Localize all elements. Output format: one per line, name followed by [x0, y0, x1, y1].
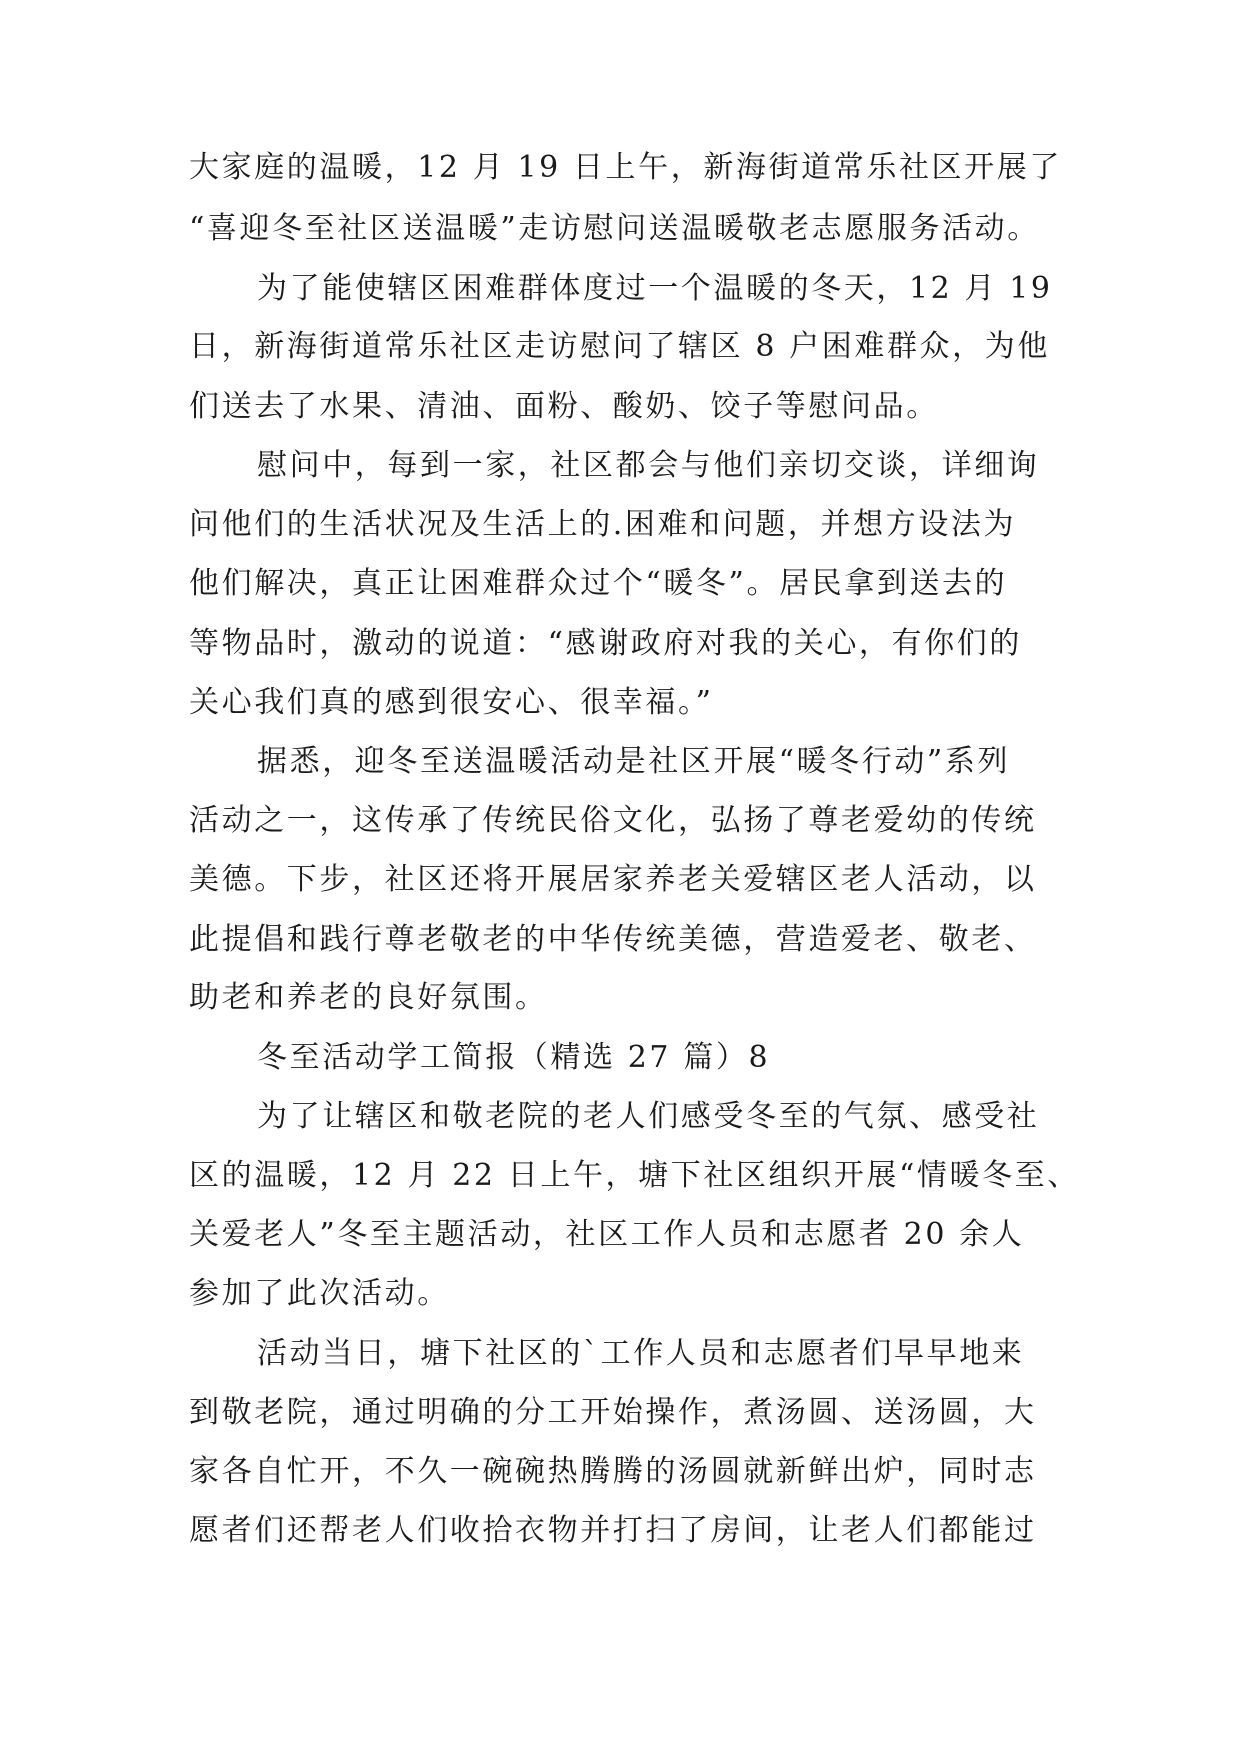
text-line: 愿者们还帮老人们收拾衣物并打扫了房间，让老人们都能过 [189, 1513, 1037, 1548]
text-line: 参加了此次活动。 [189, 1276, 450, 1311]
text-line: 此提倡和践行尊老敬老的中华传统美德，营造爱老、敬老、 [189, 922, 1037, 957]
text-line: 问他们的生活状况及生活上的.困难和问题，并想方设法为 [189, 507, 1017, 542]
text-line: 活动之一，这传承了传统民俗文化，弘扬了尊老爱幼的传统 [189, 803, 1037, 838]
text-line: 家各自忙开，不久一碗碗热腾腾的汤圆就新鲜出炉，同时志 [189, 1454, 1037, 1489]
paragraph-first-line: 活动当日，塘下社区的`工作人员和志愿者们早早地来 [257, 1336, 1025, 1371]
paragraph-first-line: 为了让辖区和敬老院的老人们感受冬至的气氛、感受社 [257, 1099, 1040, 1134]
text-line: 日，新海街道常乐社区走访慰问了辖区 8 户困难群众，为他 [189, 329, 1050, 364]
text-line: 区的温暖，12 月 22 日上午，塘下社区组织开展“情暖冬至、 [189, 1158, 1080, 1193]
text-line: 到敬老院，通过明确的分工开始操作，煮汤圆、送汤圆，大 [189, 1395, 1037, 1430]
text-line: 关心我们真的感到很安心、很幸福。” [189, 685, 714, 720]
text-line: 助老和养老的良好氛围。 [189, 980, 548, 1015]
text-line: 等物品时，激动的说道：“感谢政府对我的关心，有你们的 [189, 626, 1022, 661]
section-heading: 冬至活动学工简报（精选 27 篇）8 [257, 1040, 771, 1075]
text-line: 美德。下步，社区还将开展居家养老关爱辖区老人活动，以 [189, 862, 1037, 897]
paragraph-first-line: 据悉，迎冬至送温暖活动是社区开展“暖冬行动”系列 [257, 744, 1011, 779]
text-line: 大家庭的温暖，12 月 19 日上午，新海街道常乐社区开展了 [189, 150, 1062, 185]
text-line: 他们解决，真正让困难群众过个“暖冬”。居民拿到送去的 [189, 566, 1008, 601]
paragraph-first-line: 为了能使辖区困难群体度过一个温暖的冬天，12 月 19 [257, 271, 1053, 306]
text-line: “喜迎冬至社区送温暖”走访慰问送温暖敬老志愿服务活动。 [189, 211, 1040, 246]
text-line: 关爱老人”冬至主题活动，社区工作人员和志愿者 20 余人 [189, 1217, 1025, 1252]
text-line: 们送去了水果、清油、面粉、酸奶、饺子等慰问品。 [189, 389, 939, 424]
paragraph-first-line: 慰问中，每到一家，社区都会与他们亲切交谈，详细询 [257, 448, 1040, 483]
